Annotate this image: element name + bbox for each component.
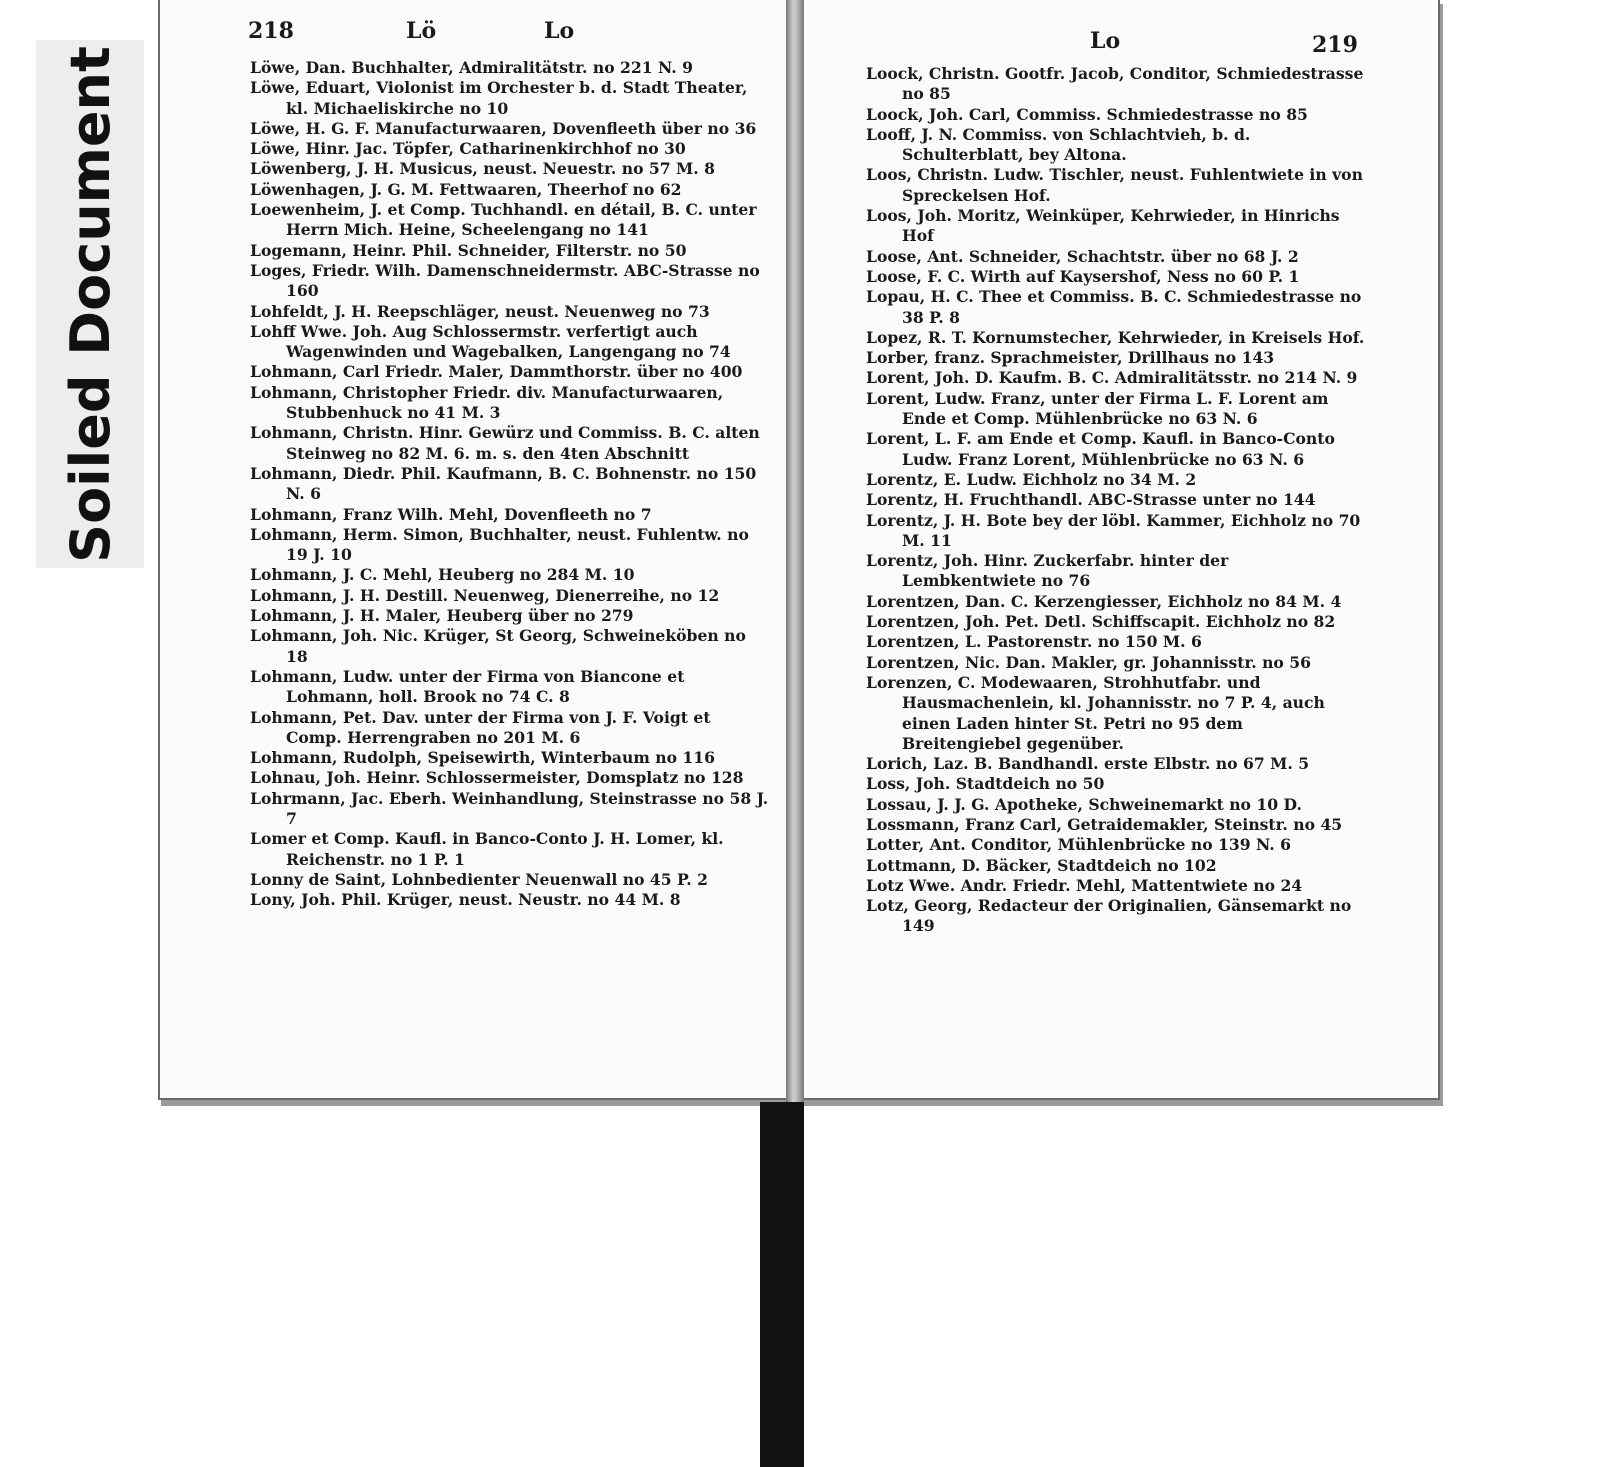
directory-entry: Lohmann, Franz Wilh. Mehl, Dovenfleeth no 7 [250, 504, 652, 524]
right-page-number: 219 [1312, 32, 1358, 58]
label-text: Soiled Document [58, 45, 122, 563]
directory-entry: Löwe, Eduart, Violonist im Orchester b. d. Stadt Theater, kl. Michaeliskirche no 10 [250, 78, 748, 118]
left-page-number: 218 [248, 18, 294, 44]
directory-entry: Loss, Joh. Stadtdeich no 50 [866, 774, 1105, 794]
directory-entry: Loose, Ant. Schneider, Schachtstr. über no 68 J. 2 [866, 246, 1299, 266]
directory-entry: Lohff Wwe. Joh. Aug Schlossermstr. verfertigt auch Wagenwinden und Wagebalken, Langengang no 74 [250, 321, 731, 362]
directory-entry: Loewenheim, J. et Comp. Tuchhandl. en détail, B. C. unter Herrn Mich. Heine, Scheelengang no 141 [250, 200, 757, 240]
directory-entry: Lorentz, H. Fruchthandl. ABC-Strasse unter no 144 [866, 490, 1316, 510]
directory-entry: Lohmann, Carl Friedr. Maler, Dammthorstr. über no 400 [250, 362, 743, 382]
directory-entry: Lony, Joh. Phil. Krüger, neust. Neustr. no 44 M. 8 [250, 890, 681, 910]
directory-entry: Lorber, franz. Sprachmeister, Drillhaus no 143 [866, 348, 1275, 368]
directory-entry: Lohmann, Joh. Nic. Krüger, St Georg, Schweineköben no 18 [250, 626, 746, 666]
directory-entry: Lorent, Joh. D. Kaufm. B. C. Admiralitätsstr. no 214 N. 9 [866, 368, 1358, 388]
directory-entry: Looff, J. N. Commiss. von Schlachtvieh, b. d. Schulterblatt, bey Altona. [866, 124, 1251, 165]
directory-entry: Lopez, R. T. Kornumstecher, Kehrwieder, in Kreisels Hof. [866, 327, 1365, 347]
directory-entry: Loos, Joh. Moritz, Weinküper, Kehrwieder, in Hinrichs Hof [866, 206, 1340, 246]
directory-entry: Loos, Christn. Ludw. Tischler, neust. Fuhlentwiete in von Spreckelsen Hof. [866, 165, 1363, 205]
directory-entry: Lorentz, Joh. Hinr. Zuckerfabr. hinter der Lembkentwiete no 76 [866, 551, 1229, 591]
directory-entry: Lossmann, Franz Carl, Getraidemakler, Steinstr. no 45 [866, 814, 1343, 834]
directory-entry: Lohmann, Pet. Dav. unter der Firma von J. F. Voigt et Comp. Herrengraben no 201 M. 6 [250, 707, 711, 747]
directory-entry: Lohmann, Diedr. Phil. Kaufmann, B. C. Bohnenstr. no 150 N. 6 [250, 463, 757, 504]
directory-entry: Lohmann, Christopher Friedr. div. Manufacturwaaren, Stubbenhuck no 41 M. 3 [250, 382, 724, 423]
directory-entry: Löwe, Hinr. Jac. Töpfer, Catharinenkirchhof no 30 [250, 139, 686, 159]
directory-entry: Lotter, Ant. Conditor, Mühlenbrücke no 139 N. 6 [866, 835, 1291, 855]
directory-entry: Lohnau, Joh. Heinr. Schlossermeister, Domsplatz no 128 [250, 768, 744, 788]
directory-entry: Lohmann, J. H. Destill. Neuenweg, Dienerreihe, no 12 [250, 585, 720, 605]
directory-entry: Lonny de Saint, Lohnbedienter Neuenwall no 45 P. 2 [250, 869, 708, 889]
soiled-document-label [36, 40, 144, 568]
bookmark-ribbon [760, 1102, 804, 1467]
directory-entry: Lorentz, J. H. Bote bey der löbl. Kammer, Eichholz no 70 M. 11 [866, 510, 1361, 550]
directory-entry: Lohmann, Rudolph, Speisewirth, Winterbaum no 116 [250, 748, 715, 768]
right-entry-list [866, 64, 1366, 937]
left-running-head-1: Lö [406, 18, 437, 44]
left-entry-list [250, 58, 770, 910]
directory-entry: Loock, Christn. Gootfr. Jacob, Conditor, Schmiedestrasse no 85 [866, 64, 1364, 104]
directory-entry: Lorenzen, C. Modewaaren, Strohhutfabr. und Hausmachenlein, kl. Johannisstr. no 7 P. 4, auch einen Laden hinter St. Petri no 95 dem Breitengiebel gegenüber. [866, 672, 1325, 753]
directory-entry: Löwenhagen, J. G. M. Fettwaaren, Theerhof no 62 [250, 179, 682, 199]
directory-entry: Lorich, Laz. B. Bandhandl. erste Elbstr. no 67 M. 5 [866, 754, 1310, 774]
directory-entry: Lohrmann, Jac. Eberh. Weinhandlung, Steinstrasse no 58 J. 7 [250, 788, 769, 828]
directory-entry: Lotz Wwe. Andr. Friedr. Mehl, Mattentwiete no 24 [866, 875, 1303, 895]
directory-entry: Löwe, Dan. Buchhalter, Admiralitätstr. no 221 N. 9 [250, 58, 694, 77]
directory-entry: Lorentzen, Joh. Pet. Detl. Schiffscapit. Eichholz no 82 [866, 612, 1336, 632]
right-running-head: Lo [1090, 28, 1121, 54]
directory-entry: Lohmann, Ludw. unter der Firma von Biancone et Lohmann, holl. Brook no 74 C. 8 [250, 666, 685, 707]
directory-entry: Löwe, H. G. F. Manufacturwaaren, Dovenfleeth über no 36 [250, 118, 757, 138]
directory-entry: Lotz, Georg, Redacteur der Originalien, Gänsemarkt no 149 [866, 896, 1352, 936]
directory-entry: Lorentzen, Dan. C. Kerzengiesser, Eichholz no 84 M. 4 [866, 591, 1342, 611]
directory-entry: Lorentzen, Nic. Dan. Makler, gr. Johannisstr. no 56 [866, 652, 1311, 672]
book-spine [786, 0, 804, 1102]
directory-entry: Lottmann, D. Bäcker, Stadtdeich no 102 [866, 855, 1217, 875]
directory-entry: Lopau, H. C. Thee et Commiss. B. C. Schmiedestrasse no 38 P. 8 [866, 287, 1362, 327]
directory-entry: Loock, Joh. Carl, Commiss. Schmiedestrasse no 85 [866, 104, 1308, 124]
directory-entry: Lorentz, E. Ludw. Eichholz no 34 M. 2 [866, 469, 1197, 489]
directory-entry: Lohmann, J. H. Maler, Heuberg über no 279 [250, 606, 634, 626]
directory-entry: Logemann, Heinr. Phil. Schneider, Filterstr. no 50 [250, 240, 687, 260]
directory-entry: Lorentzen, L. Pastorenstr. no 150 M. 6 [866, 632, 1202, 652]
directory-entry: Lossau, J. J. G. Apotheke, Schweinemarkt no 10 D. [866, 794, 1302, 814]
directory-entry: Lorent, L. F. am Ende et Comp. Kaufl. in Banco-Conto Ludw. Franz Lorent, Mühlenbrücke no 63 N. 6 [866, 429, 1335, 469]
directory-entry: Loges, Friedr. Wilh. Damenschneidermstr. ABC-Strasse no 160 [250, 260, 760, 301]
directory-entry: Loose, F. C. Wirth auf Kaysershof, Ness no 60 P. 1 [866, 266, 1300, 286]
directory-entry: Lohmann, Christn. Hinr. Gewürz und Commiss. B. C. alten Steinweg no 82 M. 6. m. s. den 4ten Abschnitt [250, 423, 760, 463]
directory-entry: Lohfeldt, J. H. Reepschläger, neust. Neuenweg no 73 [250, 301, 710, 321]
directory-entry: Lohmann, J. C. Mehl, Heuberg no 284 M. 10 [250, 565, 635, 585]
directory-entry: Lomer et Comp. Kaufl. in Banco-Conto J. H. Lomer, kl. Reichenstr. no 1 P. 1 [250, 829, 724, 869]
directory-entry: Löwenberg, J. H. Musicus, neust. Neuestr. no 57 M. 8 [250, 159, 715, 179]
directory-entry: Lorent, Ludw. Franz, unter der Firma L. F. Lorent am Ende et Comp. Mühlenbrücke no 63 N. 6 [866, 388, 1329, 429]
directory-entry: Lohmann, Herm. Simon, Buchhalter, neust. Fuhlentw. no 19 J. 10 [250, 524, 749, 565]
left-running-head-2: Lo [544, 18, 575, 44]
